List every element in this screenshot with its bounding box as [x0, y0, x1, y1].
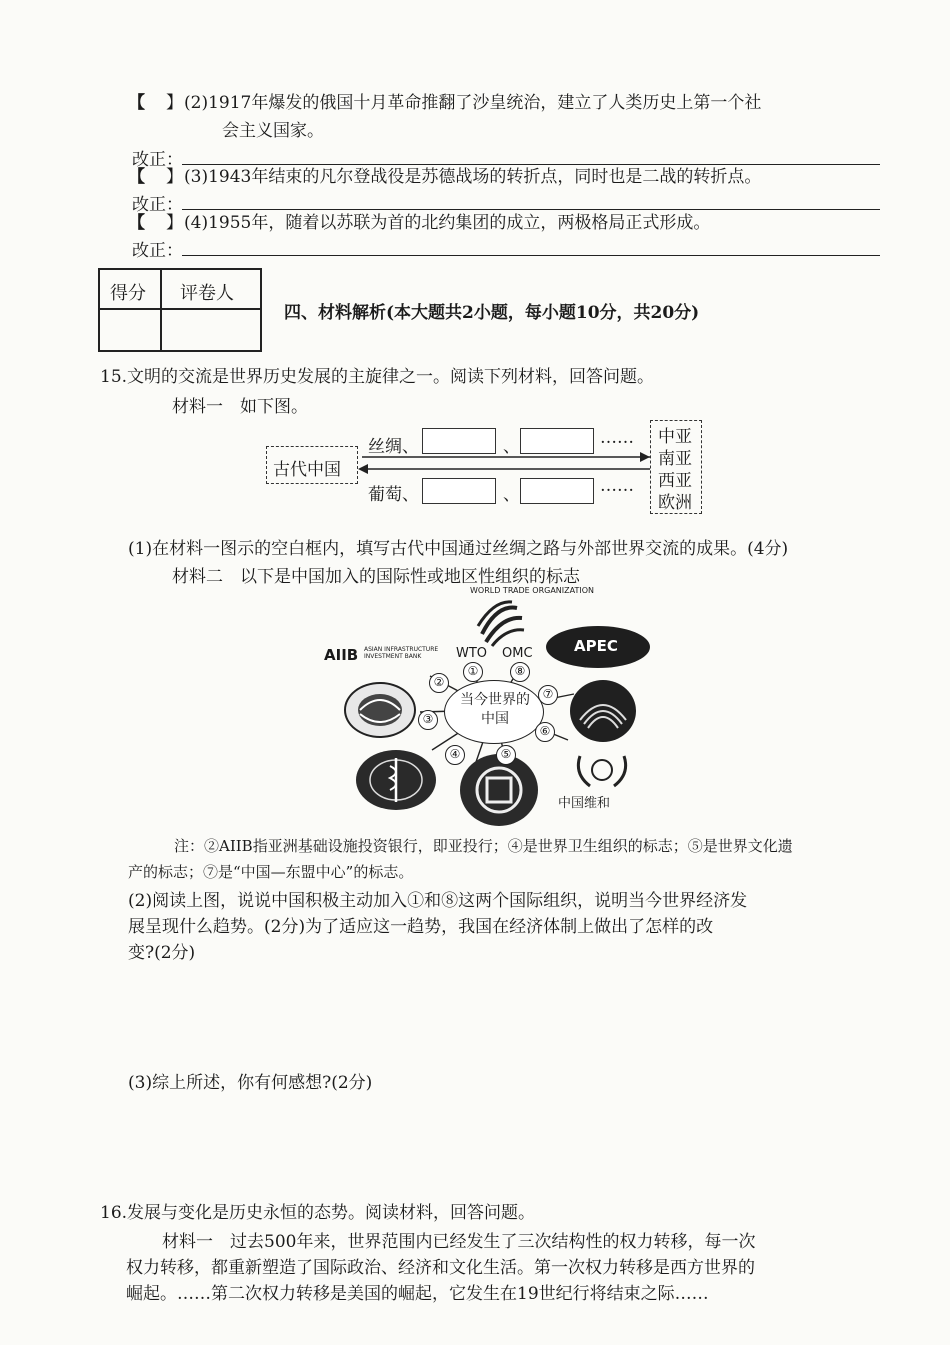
num-8: ⑧: [510, 662, 530, 682]
note-line-2: 产的标志；⑦是“中国—东盟中心”的标志。: [128, 863, 414, 881]
sub2-answer-area[interactable]: [128, 964, 878, 1064]
separator-2: 、: [503, 485, 520, 505]
wto-swirl-icon: [462, 594, 532, 648]
ellipsis-2: ……: [600, 476, 634, 496]
sub3-answer-area[interactable]: [128, 1094, 878, 1184]
num-6: ⑥: [535, 722, 555, 742]
num-3: ③: [418, 710, 438, 730]
score-cell[interactable]: [102, 310, 158, 350]
wto-label: WTO: [456, 646, 488, 661]
silk-label: 丝绸、: [368, 437, 419, 457]
heritage-emblem-icon: [460, 754, 538, 826]
bracket-answer-4[interactable]: 】: [166, 213, 183, 233]
score-header: 得分: [110, 283, 146, 304]
section-4-title: 四、材料解析(本大题共2小题，每小题10分，共20分): [284, 303, 700, 323]
correction-label-2: 改正：: [132, 150, 183, 170]
wto-logo: [462, 594, 532, 648]
who-logo: [356, 750, 436, 810]
aiib-subtitle: ASIAN INFRASTRUCTURE INVESTMENT BANK: [364, 646, 439, 660]
q15-sub1: (1)在材料一图示的空白框内，填写古代中国通过丝绸之路与外部世界交流的成果。(4分): [128, 539, 789, 559]
bracket-open-4: 【: [128, 213, 145, 233]
num-1: ①: [463, 662, 483, 682]
score-table: [98, 268, 262, 352]
blank-box-4[interactable]: [520, 478, 594, 504]
ellipsis-1: ……: [600, 428, 634, 448]
grader-header: 评卷人: [180, 283, 234, 304]
asean-rings-icon: [570, 680, 636, 742]
q16-m1-line2: 权力转移，都重新塑造了国际政治、经济和文化生活。第一次权力转移是西方世界的: [126, 1258, 755, 1278]
q15-sub3: (3)综上所述，你有何感想?(2分): [128, 1073, 373, 1093]
regions-box: [650, 420, 702, 514]
region-europe: 欧洲: [658, 493, 692, 513]
peacekeeping-logo: [570, 748, 634, 792]
q15-material2-label: 材料二 以下是中国加入的国际性或地区性组织的标志: [172, 567, 580, 587]
region-central-asia: 中亚: [658, 427, 692, 447]
peacekeeping-label: 中国维和: [558, 796, 611, 811]
q14-item-2-cont: 会主义国家。: [222, 121, 324, 141]
correction-label-4: 改正：: [132, 241, 183, 261]
num-2: ②: [429, 673, 449, 693]
q16-m1-line3: 崛起。……第二次权力转移是美国的崛起，它发生在19世纪行将结束之际……: [126, 1284, 709, 1304]
ancient-china-box: [266, 446, 358, 484]
num-5: ⑤: [496, 745, 516, 765]
aiib-logo: AIIB: [324, 646, 359, 664]
grape-label: 葡萄、: [368, 485, 419, 505]
sco-emblem-icon: [346, 684, 414, 736]
q14-item-2: (2)1917年爆发的俄国十月革命推翻了沙皇统治，建立了人类历史上第一个社: [184, 93, 762, 113]
correction-label-3: 改正：: [132, 195, 183, 215]
center-label: 当今世界的中国: [460, 692, 530, 727]
region-south-asia: 南亚: [658, 449, 692, 469]
q14-item-3: (3)1943年结束的凡尔登战役是苏德战场的转折点，同时也是二战的转折点。: [184, 167, 762, 187]
apec-label: APEC: [574, 637, 618, 655]
q14-item-4: (4)1955年，随着以苏联为首的北约集团的成立，两极格局正式形成。: [184, 213, 711, 233]
q15-material1-label: 材料一 如下图。: [172, 397, 308, 417]
sco-logo: [344, 682, 416, 738]
num-7: ⑦: [538, 685, 558, 705]
omc-label: OMC: [502, 646, 533, 661]
q15-sub2-line2: 展呈现什么趋势。(2分)为了适应这一趋势，我国在经济体制上做出了怎样的改: [128, 917, 714, 937]
bracket-open-2: 【: [128, 93, 145, 113]
ancient-china-label: 古代中国: [273, 460, 341, 480]
correction-line-4[interactable]: [182, 255, 880, 256]
blank-box-3[interactable]: [422, 478, 496, 504]
note-line-1: 注：②AIIB指亚洲基础设施投资银行，即亚投行；④是世界卫生组织的标志；⑤是世界文化遗: [174, 837, 793, 855]
world-heritage-logo: [460, 754, 538, 826]
who-caduceus-icon: [356, 750, 436, 810]
separator-1: 、: [503, 437, 520, 457]
wto-ring-text: WORLD TRADE ORGANIZATION: [470, 586, 595, 595]
un-wreath-icon: [570, 748, 634, 792]
apec-logo: [546, 626, 650, 668]
center-oval: [444, 680, 544, 744]
bracket-answer-3[interactable]: 】: [166, 167, 183, 187]
q16-m1-line1: 材料一 过去500年来，世界范围内已经发生了三次结构性的权力转移，每一次: [162, 1232, 756, 1252]
bracket-answer-2[interactable]: 】: [166, 93, 183, 113]
q15-stem: 15.文明的交流是世界历史发展的主旋律之一。阅读下列材料，回答问题。: [100, 367, 655, 387]
q15-sub2-line3: 变?(2分): [128, 943, 196, 963]
q15-sub2-line1: (2)阅读上图，说说中国积极主动加入①和⑧这两个国际组织，说明当今世界经济发: [128, 891, 748, 911]
exchange-arrows: [356, 450, 656, 476]
region-west-asia: 西亚: [658, 471, 692, 491]
num-4: ④: [445, 745, 465, 765]
q16-stem: 16.发展与变化是历史永恒的态势。阅读材料，回答问题。: [100, 1203, 536, 1223]
bracket-open-3: 【: [128, 167, 145, 187]
china-asean-logo: [570, 680, 636, 742]
grader-cell[interactable]: [164, 310, 260, 350]
